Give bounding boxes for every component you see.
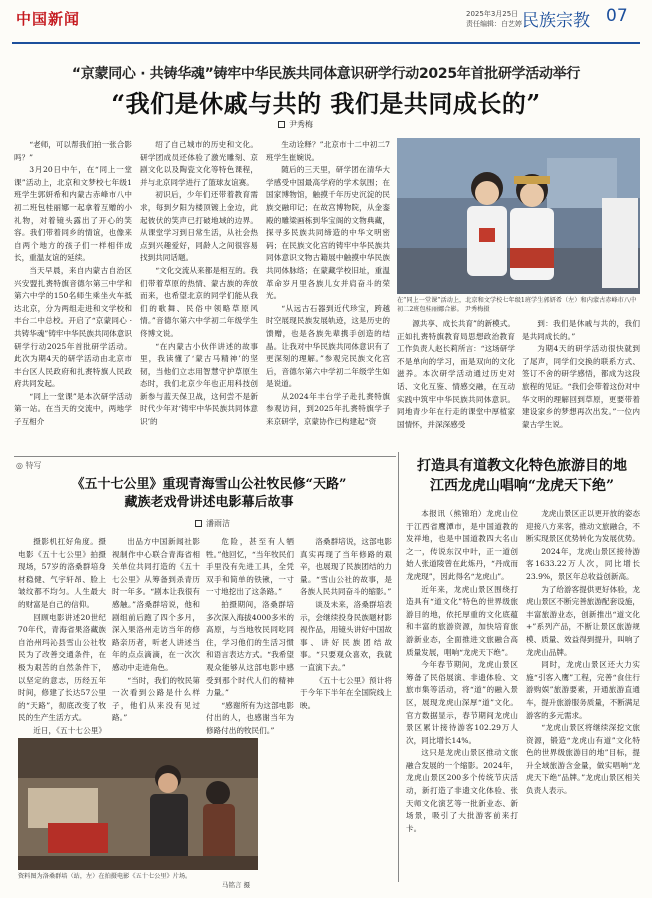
story2-column-1 — [18, 536, 106, 735]
lead-headline: “我们是休戚与共的 我们是共同成长的” — [111, 89, 541, 118]
paragraph: 本报讯（熊锦珀）龙虎山位于江西省鹰潭市，是中国道教的发祥地，也是中国道教四大名山之一，传说东汉中叶，正一道创始人张道陵曾在此炼丹，“丹成而龙虎现”，因此得名“龙虎山”。 — [406, 509, 518, 581]
paragraph: “文化交流从来都是相互的。我们带着草原的热情、蒙古族的奔放而来，也希望北京的同学们能从我们的歌舞、民俗中领略草原风情。”音德尔第六中学初二年级学生佟博文说。 — [140, 265, 258, 338]
paragraph: 龙虎山景区正以更开放的姿态迎接八方来客，推动文旅融合，不断实现景区优势转化为发展优势。 — [526, 509, 640, 544]
paragraph: “龙虎山景区将继续深挖文旅资源，锻造“龙虎山有道”文化特色的世界级旅游目的地”目标，提升全域旅游含金量，做实唱响“龙虎天下绝”品牌。”龙虎山景区相关负责人表示。 — [526, 723, 640, 796]
paragraph: 摄影机扛好角度。摄电影《五十七公里》拍摄现场，57岁的洛桑群培身材稳健、气宇轩昂、脸上皱纹都不均匀。人生最大的财富是自己的信仰。 — [18, 537, 106, 609]
byline-box-icon — [195, 520, 202, 527]
story2-author: 潘雨洁 — [206, 519, 230, 528]
lead-column-4 — [397, 318, 515, 454]
paragraph: 当天早晨，来自内蒙古自治区兴安盟扎赉特旗音德尔第三中学和第六中学的150名师生乘坐火车抵达北京，分为两组走进和文学校和丰台二中总校。开启了“京蒙同心 · 共铸华魂”铸牢中华民族共同体意识研学行动2025年首批研学活动。此次为期4天的研学活动由北京市丰台区人民政府和扎赉特旗人民政府共同发起。 — [14, 265, 132, 389]
date-block — [466, 9, 522, 29]
paragraph: 《五十七公里》预计将于今年下半年在全国院线上映。 — [300, 675, 392, 710]
masthead — [0, 0, 652, 44]
paragraph: “老师，可以帮我们拍一张合影吗？” — [14, 140, 132, 162]
story2-headline — [24, 476, 394, 512]
story2-column-4 — [300, 536, 392, 876]
paragraph: “从远古石器到近代珍宝，跨越时空展现民族发展轨迹，这是历史的馈赠，也是各族先辈携手创造的结晶。让我对中华民族共同体意识有了更深刻的理解。”参观完民族文化宫后，音德尔第六中学初二年级学生如是说道。 — [266, 303, 390, 389]
paragraph: 到：我们是休戚与共的，我们是共同成长的。” — [522, 319, 640, 341]
paragraph: “当时，我们的牧民第一次看到公路是什么样子，他们从来没有见过路。” — [112, 675, 200, 723]
paragraph: 绍了自己城市的历史和文化。研学团成员还体验了激光雕刻、京剧文化以及陶瓷文化等特色课程，并与北京同学进行了篮球友谊赛。 — [140, 140, 258, 187]
paragraph: “感谢所有为这部电影付出的人，也感谢当年为修路付出的牧民们。” — [206, 700, 294, 735]
section-title: 民族宗教 — [522, 11, 590, 31]
paragraph: 洛桑群培说，这部电影真实再现了当年修路的艰辛，也展现了民族团结的力量。“雪山公社的故事，是各族人民共同奋斗的缩影。” — [300, 537, 392, 597]
students-photo-illustration — [397, 138, 640, 294]
paragraph: 为了给游客提供更好体验，龙虎山景区不断完善旅游配套设施，丰富旅游业态，创新推出“道文化+”系列产品，不断让景区旅游规模、质量、效益得到提升，叫响了龙虎山品牌。 — [526, 584, 640, 657]
story3-headline — [404, 456, 640, 496]
film-set-photo-illustration — [18, 738, 258, 870]
section-divider — [14, 456, 396, 457]
story2-byline — [195, 518, 230, 529]
story2-headline-line2: 藏族老戏骨讲述电影幕后故事 — [124, 495, 294, 510]
lead-column-2 — [140, 139, 258, 457]
paragraph: 3月20日中午，在“同上一堂课”活动上，北京和文梦校七年级1班学生郭妍希和内蒙古赤峰市八中初二班包桂丽娜一起拿着互赠的小礼物，对着镜头露出了开心的笑容。我们带着同乡的情谊，也像来自两个地方的孩子们一样相伴成长，重温友谊的延续。 — [14, 165, 132, 263]
paragraph: 生动诠释？”北京市十二中初二7班学生崔婉说。 — [266, 140, 390, 162]
story2-photo-credit: 马铭言 摄 — [222, 881, 251, 889]
paragraph: 为期4天的研学活动很快就到了尾声，同学们交换的联系方式、签订不舍的研学感悟，都成为这段旅程的见证。“我们会带着这份对中华文明的理解回到草原，更要带着建设家乡的梦想再次出发。”一位内蒙古学生说。 — [522, 344, 640, 429]
tag-label: 特写 — [25, 461, 42, 470]
lead-photo-caption — [397, 296, 640, 314]
paragraph: 今年春节期间，龙虎山景区筹备了民俗展演、非遗体验、文旅市集等活动，将“道”的融入景区，展现龙虎山深厚“道”文化。官方数据显示，春节期间龙虎山景区累计接待游客102.29万人次，同比增长14%。 — [406, 660, 518, 745]
story3-column-2 — [526, 508, 640, 888]
story2-photo-caption: 资料图为洛桑群培（站，左）在拍摄电影《五十七公里》片场。 — [18, 873, 192, 880]
issue-date: 2025年3月25日 — [466, 10, 519, 18]
paragraph: 这只是龙虎山景区推动文旅融合发展的一个缩影。2024年，龙虎山景区200多个传统节庆活动，新打造了非遗文化体验、张天师文化演艺等一批新业态、新场景，吸引了大批游客前来打卡。 — [406, 748, 518, 833]
lead-kicker: “京蒙同心 · 共铸华魂”铸牢中华民族共同体意识研学行动2025年首批研学活动举行 — [71, 66, 581, 82]
page-number: 07 — [606, 6, 628, 26]
story2-headline-line1: 《五十七公里》重现青海雪山公社牧民修“天路” — [71, 477, 347, 492]
header-rule — [12, 42, 640, 44]
vertical-divider — [398, 452, 399, 882]
story3-headline-line1: 打造具有道教文化特色旅游目的地 — [417, 458, 627, 474]
lead-byline — [278, 119, 313, 130]
photo-credit: 尹秀梅摄 — [464, 306, 490, 313]
paragraph: 出品方中国新闻社影视制作中心联合青海省相关单位共同打造的《五十七公里》从筹备到杀青历时一年多。“剧本让我很有感触。”洛桑群培说，他和剧组前后跑了四个多月，深入果洛州走访当年的修路亲历者，听老人讲述当年的点点滴滴，在一次次感动中走进角色。 — [112, 537, 200, 672]
lead-column-3 — [266, 139, 390, 457]
paragraph: 从2024年丰台学子赴扎赉特旗参观访问，到2025年扎赉特旗学子来京研学，京蒙协作已构建起“资 — [266, 391, 390, 427]
lead-column-5 — [522, 318, 640, 454]
feature-tag — [16, 460, 42, 471]
paragraph: 谈及未来，洛桑群培表示，会继续投身民族题材影视作品，用镜头讲好中国故事、讲好民族团结故事。“只要观众喜欢，我就一直演下去。” — [300, 599, 392, 672]
byline-box-icon — [278, 121, 285, 128]
paragraph: 随后的三天里，研学团在清华大学感受中国最高学府的学术氛围；在国家博物馆，触摸千年历史沉淀的民族交融印记；在故宫博物院，从金銮殿的雕梁画栋到华宝阁的文物典藏，探寻多民族共同缔造的中华文明密码；在民族文化宫的铸牢中华民族共同体意识文物古籍展中触摸中华民族共同体脉络；在蒙藏学校旧址，重温革命岁月里各族儿女并肩奋斗的荣光。 — [266, 165, 390, 301]
caption-text: 在“同上一堂课”活动上，北京和文学校七年级1班学生郭妍希（左）和内蒙古赤峰市八中初二2班包桂丽娜合影。 — [397, 297, 637, 313]
story2-column-3 — [206, 536, 294, 735]
paragraph: 源共享、成长共育”的新模式。正如扎赉特旗教育局思想政治教育工作负责人赵长莉所言：“这场研学不是单向的学习，而是双向的文化滋养。本次研学活动通过历史对话、文化互鉴、情感交融，在互动实践中筑牢中华民族共同体意识。同地青少年在行走的课堂中厚植家国情怀，并深深感受 — [397, 319, 515, 429]
story3-headline-line2: 江西龙虎山唱响“龙虎天下绝” — [429, 478, 615, 494]
story3-column-1 — [406, 508, 518, 888]
paragraph: 近年来，龙虎山景区围绕打造具有“道文化”特色的世界级旅游目的地，依托厚重的文化底蕴和丰富的旅游资源，加快培育旅游新业态，全面推进文旅融合高质量发展，唱响“龙虎天下绝”。 — [406, 584, 518, 657]
paragraph: 危险，甚至有人牺牲。”他回忆，“当年牧民们手里没有先进工具，全凭双手和简单的铁锹，一寸一寸地挖出了这条路。” — [206, 537, 294, 597]
paragraph: 同时，龙虎山景区还大力实施“引客入鹰”工程，完善“食住行游购娱”旅游要素，开通旅游直通车，提升旅游服务质量，不断满足游客的多元需求。 — [526, 660, 640, 720]
lead-author: 尹秀梅 — [289, 120, 313, 129]
story2-column-2 — [112, 536, 200, 732]
paragraph: “同上一堂课”是本次研学活动第一站。在当天的交流中，两地学子互相介 — [14, 391, 132, 427]
paragraph: “在内蒙古小伙伴讲述的故事里，我读懂了‘蒙古马精神’的坚韧，当他们立志用智慧守护草原生态时，我们北京少年也正用科技创新参与蓝天保卫战，这何尝不是新时代少年对‘铸牢中华民族共同体意识’的 — [140, 341, 258, 427]
editor-line: 责任编辑：白艺婷 — [466, 20, 522, 28]
paragraph: 拍摄期间，洛桑群培多次深入海拔4000多米的高原，与当地牧民同吃同住，学习他们的生活习惯和语言表达方式。“我希望观众能够从这部电影中感受到那个时代人们的精神力量。” — [206, 599, 294, 698]
lead-photo — [397, 138, 640, 294]
paragraph: 2024年，龙虎山景区接待游客1633.22万人次，同比增长23.9%，景区年总收益创新高。 — [526, 546, 640, 581]
lead-column-1 — [14, 139, 132, 457]
paragraph: 回顾电影讲述20世纪70年代，青海省果洛藏族自治州玛沁县雪山公社牧民为了改善交通条件，在极为艰苦的自然条件下，以坚定的意志，历经五年时间，修建了长达57公里的“天路”，彻底改变了牧民的生产生活方式。 — [18, 612, 106, 723]
paragraph: 初识后，少年们还带着教育需求，每到夕阳为楼顶镀上金边，此起彼伏的笑声已打破地域的边界。从课堂学习到日常生活，从社会热点到兴趣爱好，同龄人之间很容易找到共同话题。 — [140, 190, 258, 263]
newspaper-logo: 中国新闻 — [16, 10, 81, 28]
story2-photo — [18, 738, 258, 870]
paragraph: 近日，《五十七公里》 — [33, 725, 106, 735]
target-icon: ◎ — [16, 461, 23, 470]
